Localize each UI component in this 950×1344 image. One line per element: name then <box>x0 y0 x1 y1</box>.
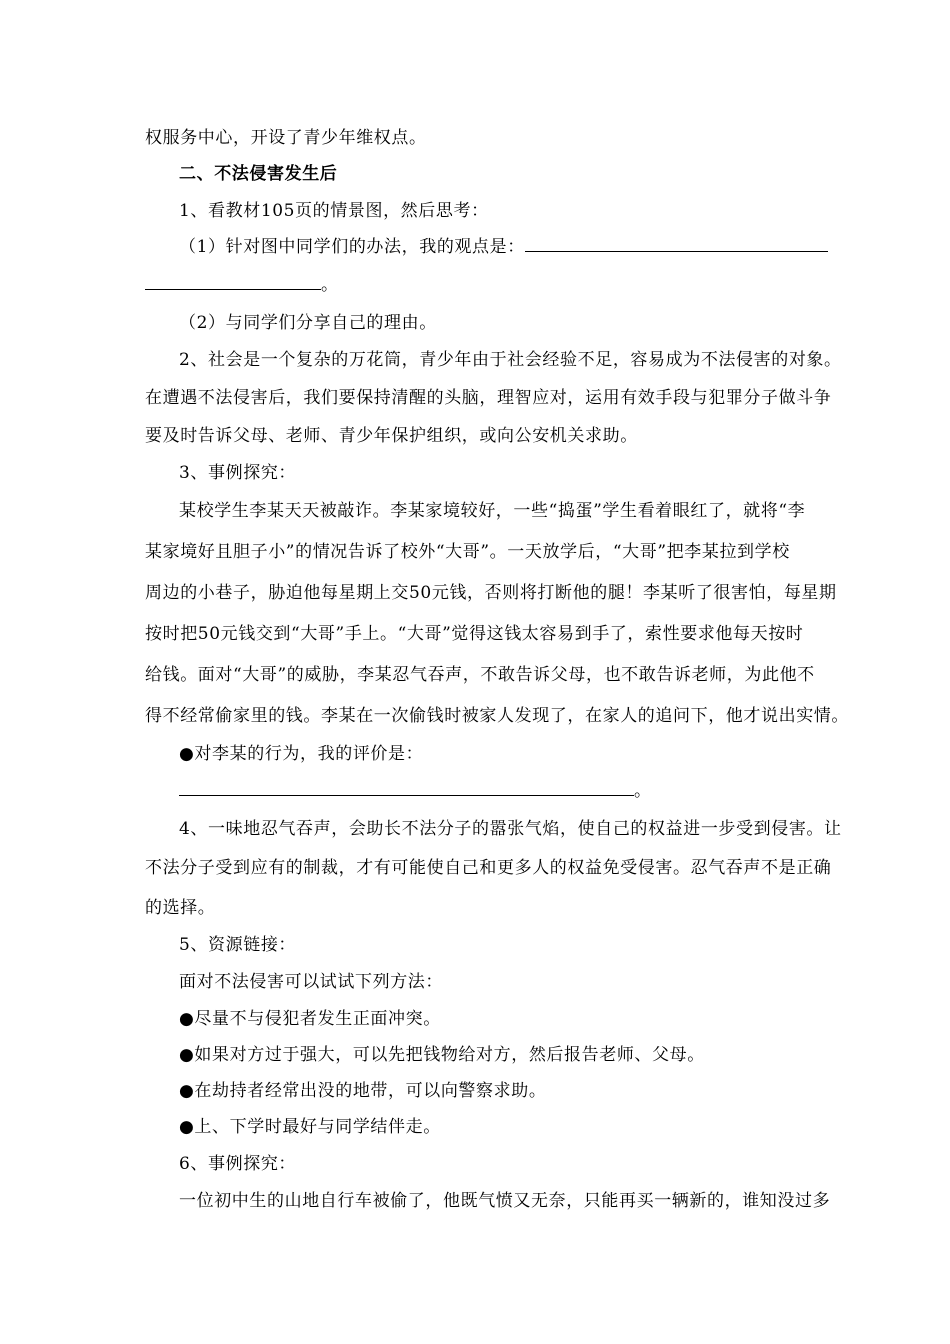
case-line: 得不经常偷家里的钱。李某在一次偷钱时被家人发现了，在家人的追问下，他才说出实情。 <box>145 706 849 726</box>
case-line: 周边的小巷子，胁迫他每星期上交50元钱，否则将打断他的腿！李某听了很害怕，每星期 <box>145 583 837 603</box>
paragraph-2-line: 要及时告诉父母、老师、青少年保护组织，或向公安机关求助。 <box>145 426 638 446</box>
section-heading: 二、不法侵害发生后 <box>179 164 338 184</box>
period: 。 <box>634 781 652 801</box>
question-1-1-text: （1）针对图中同学们的办法，我的观点是： <box>179 237 525 257</box>
paragraph-4-line: 不法分子受到应有的制裁，才有可能使自己和更多人的权益免受侵害。忍气吞声不是正确 <box>145 858 832 878</box>
evaluation-prompt: ●对李某的行为，我的评价是： <box>179 744 424 764</box>
case-line: 按时把50元钱交到“大哥”手上。“大哥”觉得这钱太容易到手了，索性要求他每天按时 <box>145 624 804 644</box>
resource-bullet: ●尽量不与侵犯者发生正面冲突。 <box>179 1009 441 1029</box>
paragraph-4-line: 的选择。 <box>145 898 216 918</box>
resource-bullet: ●在劫持者经常出没的地带，可以向警察求助。 <box>179 1081 547 1101</box>
section-6-label: 6、事例探究： <box>179 1154 297 1174</box>
answer-blank-2[interactable] <box>145 275 321 290</box>
question-1-2: （2）与同学们分享自己的理由。 <box>179 313 437 333</box>
paragraph-2-line: 2、社会是一个复杂的万花筒，青少年由于社会经验不足，容易成为不法侵害的对象。 <box>179 350 842 370</box>
section-3-label: 3、事例探究： <box>179 463 297 483</box>
case-line: 某校学生李某天天被敲诈。李某家境较好，一些“捣蛋”学生看着眼红了，就将“李 <box>179 501 806 521</box>
case-line: 某家境好且胆子小”的情况告诉了校外“大哥”。一天放学后，“大哥”把李某拉到学校 <box>145 542 790 562</box>
section-5-label: 5、资源链接： <box>179 935 297 955</box>
question-1: 1、看教材105页的情景图，然后思考： <box>179 201 489 221</box>
period: 。 <box>321 275 339 295</box>
case-2-line: 一位初中生的山地自行车被偷了，他既气愤又无奈，只能再买一辆新的，谁知没过多 <box>179 1191 831 1211</box>
paragraph-4-line: 4、一味地忍气吞声，会助长不法分子的嚣张气焰，使自己的权益进一步受到侵害。让 <box>179 819 842 839</box>
paragraph-2-line: 在遭遇不法侵害后，我们要保持清醒的头脑，理智应对，运用有效手段与犯罪分子做斗争 <box>145 388 832 408</box>
evaluation-blank[interactable] <box>179 781 634 796</box>
text-line: 权服务中心，开设了青少年维权点。 <box>145 128 427 148</box>
case-line: 给钱。面对“大哥”的威胁，李某忍气吞声，不敢告诉父母，也不敢告诉老师，为此他不 <box>145 665 815 685</box>
resource-bullet: ●上、下学时最好与同学结伴走。 <box>179 1117 441 1137</box>
evaluation-answer <box>179 779 844 803</box>
resource-intro: 面对不法侵害可以试试下列方法： <box>179 972 443 992</box>
question-1-1 <box>179 235 809 259</box>
resource-bullet: ●如果对方过于强大，可以先把钱物给对方，然后报告老师、父母。 <box>179 1045 705 1065</box>
answer-blank[interactable] <box>525 237 828 252</box>
answer-continuation <box>145 273 810 297</box>
